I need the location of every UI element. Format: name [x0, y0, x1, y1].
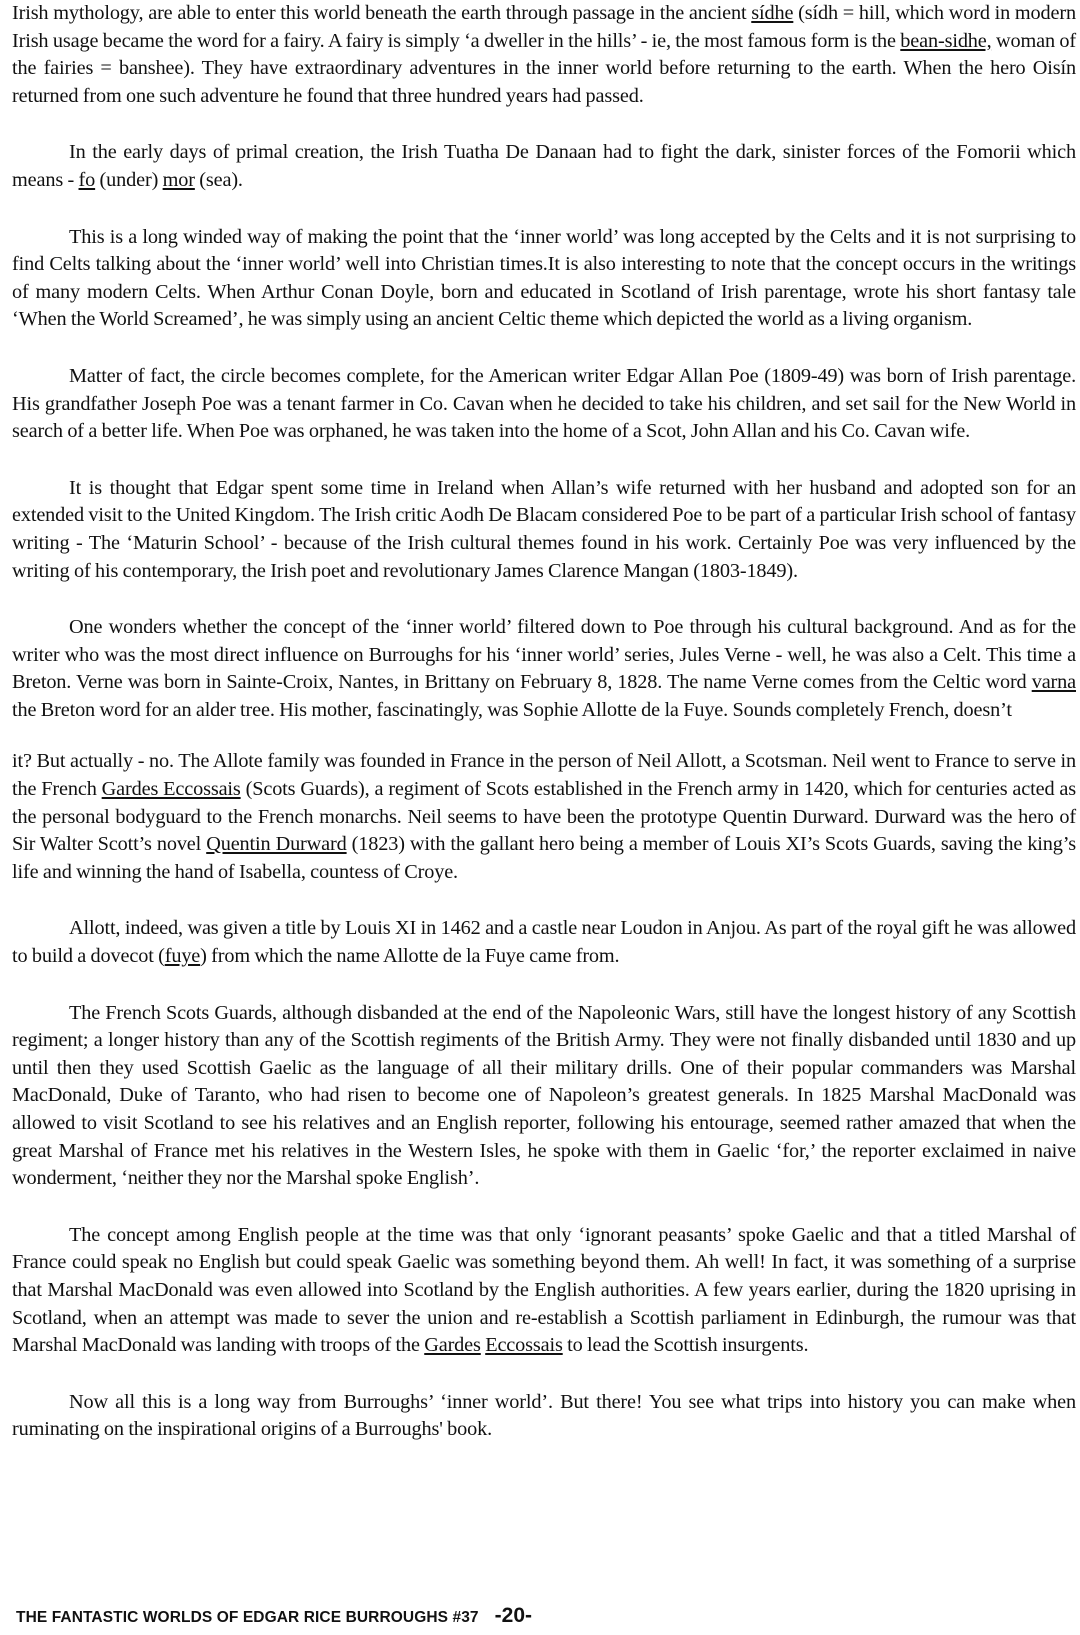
- paragraph: [12, 1000, 1076, 1193]
- footer-title: THE FANTASTIC WORLDS OF EDGAR RICE BURROUGHS #37: [16, 1609, 479, 1626]
- underlined-term: mor: [162, 168, 195, 191]
- paragraph: [12, 748, 1076, 886]
- paragraph-gap: [12, 585, 1076, 614]
- paragraph: [12, 224, 1076, 334]
- text-run: (sea).: [194, 168, 243, 191]
- text-run: Irish mythology, are able to enter this world beneath the earth through passage in the ancient: [12, 2, 752, 24]
- text-run: (Scots Guards), a regiment of Scots established in the French army in 1420, which for centuries acted as the personal bodyguard to the French monarchs. Neil seems to have been the prototype Quentin Durward. Durward was the hero of Sir Walter Scott’s novel: [12, 778, 1076, 856]
- paragraph: [12, 475, 1076, 585]
- text-run: The concept among English people at the time was that only ‘ignorant peasants’ spoke Gaelic and that a titled Marshal of France could speak no English but could speak Gaelic was something beyond them. Ah well! In fact, it was something of a surprise that Marshal MacDonald was even allowed into Scotland by the English authorities. A few years earlier, during the 1820 uprising in Scotland, when an attempt was made to sever the union and re-establish a Scottish parliament in Edinburgh, the rumour was that Marshal MacDonald was landing with troops of the: [12, 1223, 1076, 1357]
- text-run: It is thought that Edgar spent some time in Ireland when Allan’s wife returned with her husband and adopted son for an extended visit to the United Kingdom. The Irish critic Aodh De Blacam considered Poe to be part of a particular Irish school of fantasy writing - The ‘Maturin School’ - because of the Irish cultural themes found in his work. Certainly Poe was very influenced by the writing of his contemporary, the Irish poet and revolutionary James Clarence Mangan (1803-1849).: [12, 476, 1076, 582]
- paragraph: [12, 1389, 1076, 1444]
- page-number: -20-: [494, 1604, 533, 1627]
- paragraph-gap: [12, 1193, 1076, 1222]
- paragraph-gap: [12, 724, 1076, 748]
- paragraph: [12, 614, 1076, 724]
- text-run: (sídh = hill, which word in modern Irish usage became the word for a fairy. A fairy is simply ‘a dweller in the hills’ - ie, the most famous form is the: [12, 2, 1076, 52]
- paragraph: [12, 363, 1076, 446]
- underlined-term: varna: [1031, 671, 1076, 694]
- text-run: One wonders whether the concept of the ‘inner world’ filtered down to Poe through his cultural background. And as for the writer who was the most direct influence on Burroughs for his ‘inner world’ series, Jules Verne - well, he was also a Celt. This time a Breton. Verne was born in Sainte-Croix, Nantes, in Brittany on February 8, 1828. The name Verne comes from the Celtic word: [12, 616, 1076, 694]
- underlined-term: Quentin Durward: [206, 833, 347, 856]
- text-run: Allott, indeed, was given a title by Louis XI in 1462 and a castle near Loudon in Anjou. As part of the royal gift he was allowed to build a dovecot (: [12, 917, 1076, 968]
- paragraph: [12, 139, 1076, 194]
- body-text: [12, 0, 1076, 1444]
- underlined-term: Eccossais: [485, 1334, 563, 1357]
- text-run: (under): [95, 168, 163, 191]
- paragraph-gap: [12, 334, 1076, 363]
- paragraph: [12, 0, 1076, 110]
- text-run: the Breton word for an alder tree. His mother, fascinatingly, was Sophie Allotte de la Fuye. Sounds completely French, doesn’t: [12, 698, 1012, 721]
- underlined-term: bean-sidhe,: [900, 29, 992, 52]
- page-footer: [16, 1604, 532, 1630]
- text-run: Matter of fact, the circle becomes complete, for the American writer Edgar Allan Poe (1809-49) was born of Irish parentage. His grandfather Joseph Poe was a tenant farmer in Co. Cavan when he decided to take his children, and set sail for the New World in search of a better life. When Poe was orphaned, he was taken into the home of a Scot, John Allan and his Co. Cavan wife.: [12, 364, 1076, 443]
- paragraph-gap: [12, 110, 1076, 139]
- underlined-term: sídhe: [751, 2, 794, 24]
- text-run: The French Scots Guards, although disbanded at the end of the Napoleonic Wars, still have the longest history of any Scottish regiment; a longer history than any of the Scottish regiments of the British Army. They were not finally disbanded until 1830 and up until then they used Scottish Gaelic as the language of all their military drills. One of their popular commanders was Marshal MacDonald, Duke of Taranto, who had risen to become one of Napoleon’s greatest generals. In 1825 Marshal MacDonald was allowed to visit Scotland to see his relatives and an English reporter, following his entourage, seemed rather amazed that when the great Marshal of France met his relatives in the Western Isles, he spoke with them in Gaelic ‘for,’ the reporter exclaimed in naive wonderment, ‘neither they nor the Marshal spoke English’.: [12, 1001, 1076, 1190]
- text-run: This is a long winded way of making the point that the ‘inner world’ was long accepted by the Celts and it is not surprising to find Celts talking about the ‘inner world’ well into Christian times.It is also interesting to note that the concept occurs in the writings of many modern Celts. When Arthur Conan Doyle, born and educated in Scotland of Irish parentage, wrote his short fantasy tale ‘When the World Screamed’, he was simply using an ancient Celtic theme which depicted the world as a living organism.: [12, 225, 1076, 331]
- text-run: (1823) with the gallant hero being a member of Louis XI’s Scots Guards, saving the king’s life and winning the hand of Isabella, countess of Croye.: [12, 833, 1077, 883]
- text-run: Now all this is a long way from Burroughs’ ‘inner world’. But there! You see what trips into history you can make when ruminating on the inspirational origins of a Burroughs' book.: [12, 1390, 1076, 1441]
- text-run: woman of the fairies = banshee). They have extraordinary adventures in the inner world before returning to the earth. When the hero Oisín returned from one such adventure he found that three hundred years had passed.: [12, 29, 1077, 107]
- text-run: to lead the Scottish insurgents.: [562, 1334, 809, 1357]
- text-run: ) from which the name Allotte de la Fuye came from.: [200, 945, 620, 968]
- underlined-term: Gardes: [424, 1334, 481, 1357]
- paragraph: [12, 915, 1076, 970]
- paragraph: [12, 1222, 1076, 1360]
- paragraph-gap: [12, 971, 1076, 1000]
- paragraph-gap: [12, 886, 1076, 915]
- document-page: [12, 0, 1076, 1635]
- text-run: In the early days of primal creation, the Irish Tuatha De Danaan had to fight the dark, sinister forces of the Fomorii which means -: [12, 141, 1076, 191]
- text-run: it? But actually - no. The Allote family was founded in France in the person of Neil Allott, a Scotsman. Neil went to France to serve in the French: [12, 750, 1076, 801]
- underlined-term: fo: [78, 168, 96, 191]
- underlined-term: fuye: [164, 945, 201, 968]
- paragraph-gap: [12, 195, 1076, 224]
- underlined-term: Gardes Eccossais: [101, 778, 241, 801]
- paragraph-gap: [12, 1360, 1076, 1389]
- paragraph-gap: [12, 446, 1076, 475]
